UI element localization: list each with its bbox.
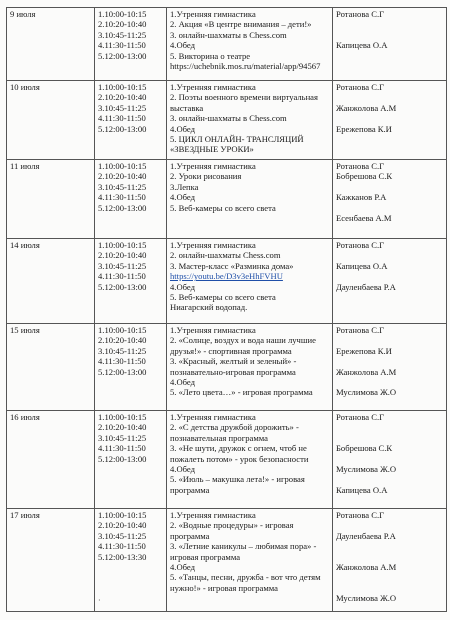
time-slot: 3.10:45-11:25 (98, 432, 147, 443)
time-slot: 3.10:45-11:25 (98, 29, 147, 40)
schedule-row (7, 160, 447, 239)
activity-item: 1.Утренняя гимнастика (170, 325, 256, 335)
time-slot: 2.10:20-10:40 (98, 422, 147, 433)
time-slot: 2.10:20-10:40 (98, 520, 147, 531)
date-label: 16 июля (10, 412, 40, 422)
activity-item: 2. Акция «В центре внимания – дети!» (170, 19, 312, 30)
teacher-name: Капицева О.А (336, 260, 388, 271)
activities-cell (167, 160, 333, 239)
activity-item: 5. ЦИКЛ ОНЛАЙН- ТРАНСЛЯЦИЙ «ЗВЕЗДНЫЕ УРОКИ» (170, 134, 306, 155)
time-slot: 1.10:00-10:15 (98, 82, 147, 92)
time-slot: 4.11:30-11:50 (98, 271, 146, 282)
time-cell (95, 8, 167, 81)
time-slot: 5.12:00-13:00 (98, 281, 147, 292)
date-cell (7, 324, 95, 411)
activity-item: 4.Обед (170, 281, 195, 292)
activity-item: 2. «Солнце, воздух и вода наши лучшие друзья!» - спортивная программа (170, 335, 319, 356)
date-label: 14 июля (10, 240, 40, 250)
time-slot: 1.10:00-10:15 (98, 161, 147, 171)
time-slot: 2.10:20-10:40 (98, 19, 147, 30)
teacher-name: Бобрешова С.К (336, 443, 393, 454)
staff-cell (333, 239, 447, 324)
time-slot: 2.10:20-10:40 (98, 92, 147, 103)
schedule-row (7, 8, 447, 81)
teacher-name: Ережепова К.И (336, 345, 392, 356)
activity-item: 3. онлайн-шахматы в Chess.com (170, 113, 287, 124)
activities-cell (167, 324, 333, 411)
teacher-name: Ережепова К.И (336, 123, 392, 134)
time-cell (95, 239, 167, 324)
staff-cell (333, 81, 447, 160)
activity-item: 1.Утренняя гимнастика (170, 82, 256, 92)
activity-item: 5. «Танцы, песни, дружба - вот что детям нужно!» - игровая программа (170, 572, 323, 593)
activity-item: 5. Викторина о театре (170, 50, 251, 61)
activity-item: 3. Мастер-класс «Разминка дома» (170, 260, 294, 271)
activity-item: Ниагарский водопад. (170, 302, 248, 313)
time-slot: 3.10:45-11:25 (98, 102, 147, 113)
activity-item: 5. Веб-камеры со всего света (170, 202, 276, 213)
activity-item: 5. «Июль – макушка лета!» - игровая программа (170, 474, 307, 495)
time-cell (95, 509, 167, 612)
schedule-row (7, 324, 447, 411)
time-slot: 1.10:00-10:15 (98, 9, 147, 19)
time-cell (95, 324, 167, 411)
time-slot: 5.12:00-13:00 (98, 202, 147, 213)
activity-item: 4.Обед (170, 562, 195, 573)
time-slot: 3.10:45-11:25 (98, 260, 147, 271)
activity-link[interactable]: https://youtu.be/D3v3eHhFVHU (170, 271, 283, 282)
activity-item: 4.Обед (170, 192, 195, 203)
activity-item: 1.Утренняя гимнастика (170, 412, 256, 422)
date-label: 15 июля (10, 325, 40, 335)
time-slot: 1.10:00-10:15 (98, 240, 147, 250)
activity-item: 3. «Летние каникулы – любимая пора» - игровая программа (170, 541, 319, 562)
teacher-name: Ротанова С.Г (336, 82, 385, 92)
date-cell (7, 411, 95, 509)
schedule-body (7, 8, 447, 612)
activity-item: https://uchebnik.mos.ru/material/app/94567 (170, 61, 321, 72)
date-cell (7, 8, 95, 81)
activity-item: 5. «Лето цвета…» - игровая программа (170, 387, 313, 398)
time-slot: 4.11:30-11:50 (98, 356, 146, 367)
activity-item: 2. онлайн-шахматы Chess.com (170, 250, 281, 261)
teacher-name: Дауленбаева Р.А (336, 281, 396, 292)
activity-item: 3. «Не шути, дружок с огнем, чтоб не пожалеть потом» - урок безопасности (170, 443, 309, 464)
time-slot: 5.12:00-13:30 (98, 551, 147, 562)
teacher-name: Капицева О.А (336, 484, 388, 495)
teacher-name: Кажканов Р.А (336, 192, 387, 203)
teacher-name: Муслимова Ж.О (336, 464, 397, 474)
time-cell (95, 81, 167, 160)
activity-item: 2. «Водные процедуры» - игровая программа (170, 520, 296, 541)
schedule-row (7, 509, 447, 612)
scan-mark: · (98, 596, 101, 605)
teacher-name: Жанжолова А.М (336, 366, 397, 377)
activities-cell (167, 411, 333, 509)
activity-item: 1.Утренняя гимнастика (170, 161, 256, 171)
time-cell (95, 411, 167, 509)
activity-item: 1.Утренняя гимнастика (170, 510, 256, 520)
teacher-name: Жанжолова А.М (336, 102, 397, 113)
staff-cell (333, 411, 447, 509)
time-cell (95, 160, 167, 239)
teacher-name: Есенбаева А.М (336, 213, 392, 223)
date-label: 10 июля (10, 82, 40, 92)
activities-cell (167, 8, 333, 81)
activity-item: 5. Веб-камеры со всего света (170, 292, 276, 303)
time-slot: 5.12:00-13:00 (98, 453, 147, 464)
time-slot: 5.12:00-13:00 (98, 366, 147, 377)
schedule-row (7, 411, 447, 509)
time-slot: 4.11:30-11:50 (98, 541, 146, 552)
teacher-name: Ротанова С.Г (336, 161, 385, 171)
date-cell (7, 239, 95, 324)
time-slot: 4.11:30-11:50 (98, 192, 146, 203)
date-cell (7, 81, 95, 160)
activity-item: 4.Обед (170, 464, 195, 475)
activity-item: 4.Обед (170, 123, 195, 134)
date-label: 11 июля (10, 161, 40, 171)
activity-item: 3. «Красный, желтый и зеленый» - познавательно-игровая программа (170, 356, 299, 377)
activity-item: 2. Поэты военного времени виртуальная выставка (170, 92, 321, 113)
time-slot: 2.10:20-10:40 (98, 335, 147, 346)
time-slot: 1.10:00-10:15 (98, 412, 147, 422)
teacher-name: Ротанова С.Г (336, 240, 385, 250)
activities-cell (167, 239, 333, 324)
staff-cell (333, 509, 447, 612)
staff-cell (333, 160, 447, 239)
date-cell (7, 160, 95, 239)
activities-cell (167, 81, 333, 160)
activities-cell (167, 509, 333, 612)
schedule-row (7, 239, 447, 324)
teacher-name: Бобрешова С.К (336, 171, 393, 182)
staff-cell (333, 324, 447, 411)
time-slot: 1.10:00-10:15 (98, 510, 147, 520)
time-slot: 4.11:30-11:50 (98, 40, 146, 51)
schedule-table (6, 7, 447, 612)
teacher-name: Капицева О.А (336, 40, 388, 51)
time-slot: 5.12:00-13:00 (98, 50, 147, 61)
activity-item: 2. «С детства дружбой дорожить» - познавательная программа (170, 422, 301, 443)
time-slot: 1.10:00-10:15 (98, 325, 147, 335)
teacher-name: Ротанова С.Г (336, 412, 385, 422)
date-label: 9 июля (10, 9, 36, 19)
activity-item: 3. онлайн-шахматы в Chess.com (170, 29, 287, 40)
activity-item: 2. Уроки рисования (170, 171, 242, 182)
date-label: 17 июля (10, 510, 40, 520)
date-cell (7, 509, 95, 612)
activity-item: 1.Утренняя гимнастика (170, 240, 256, 250)
teacher-name: Ротанова С.Г (336, 325, 385, 335)
teacher-name: Муслимова Ж.О (336, 593, 397, 604)
staff-cell (333, 8, 447, 81)
activity-item: 4.Обед (170, 377, 195, 388)
time-slot: 2.10:20-10:40 (98, 171, 147, 182)
teacher-name: Ротанова С.Г (336, 510, 385, 520)
teacher-name: Муслимова Ж.О (336, 387, 397, 398)
time-slot: 2.10:20-10:40 (98, 250, 147, 261)
time-slot: 3.10:45-11:25 (98, 530, 147, 541)
teacher-name: Дауленбаева Р.А (336, 530, 396, 541)
time-slot: 5.12:00-13:00 (98, 123, 147, 134)
teacher-name: Ротанова С.Г (336, 9, 385, 19)
time-slot: 3.10:45-11:25 (98, 345, 147, 356)
activity-item: 1.Утренняя гимнастика (170, 9, 256, 19)
time-slot: 4.11:30-11:50 (98, 443, 146, 454)
time-slot: 3.10:45-11:25 (98, 181, 147, 192)
time-slot: 4.11:30-11:50 (98, 113, 146, 124)
activity-item: 3.Лепка (170, 181, 199, 192)
activity-item: 4.Обед (170, 40, 195, 51)
teacher-name: Жанжолова А.М (336, 562, 397, 572)
schedule-row (7, 81, 447, 160)
